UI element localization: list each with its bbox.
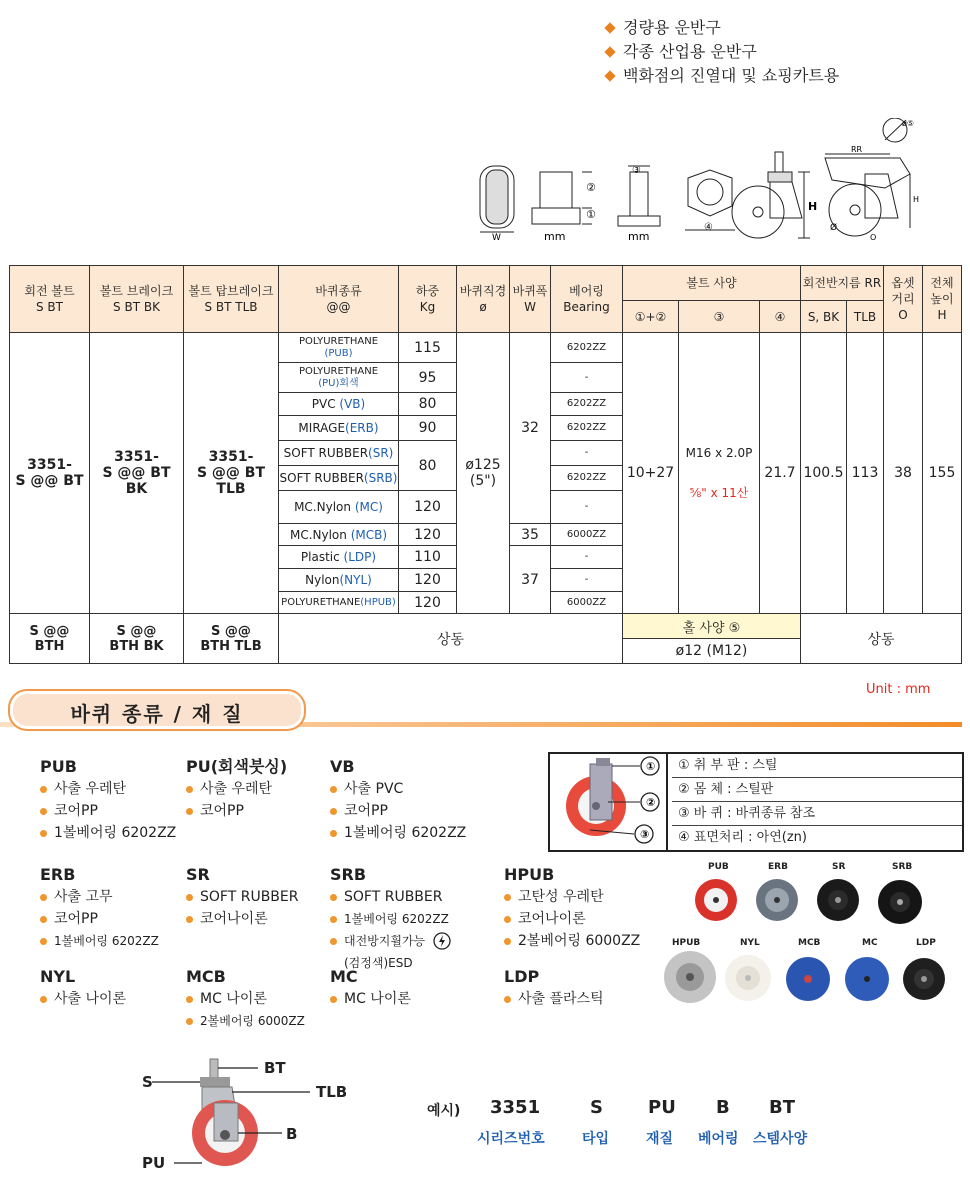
lightning-icon <box>433 932 451 950</box>
section-title: 바퀴 종류 / 재 질 <box>70 702 244 726</box>
usage-item: 각종 산업용 운반구 <box>603 40 839 64</box>
legend-rows <box>672 754 962 850</box>
label-circle-2: ② <box>586 181 596 194</box>
bullet-icon <box>40 786 47 793</box>
wheel-label-mcb: MCB <box>798 938 821 948</box>
wheel-mcb-image <box>786 957 830 1001</box>
parts-legend <box>548 752 964 852</box>
usage-item: 경량용 운반구 <box>603 16 839 40</box>
bolt-b3-value: M16 x 2.0P ⅝" x 11산 <box>679 333 760 614</box>
example-prefix: 예시) <box>427 1103 461 1119</box>
marker-3: ③ <box>640 828 650 841</box>
material-nyl: NYL 사출 나이론 <box>40 967 127 1007</box>
bullet-icon <box>504 916 511 923</box>
table-row-load: 90 <box>399 416 457 441</box>
wheel-width-35: 35 <box>510 524 551 546</box>
same-note: 상동 <box>279 614 623 664</box>
height-value: 155 <box>923 333 962 614</box>
bullet-icon <box>330 894 337 901</box>
label-rr: RR <box>851 145 863 154</box>
wheel-label-pub: PUB <box>708 862 729 872</box>
bullet-icon <box>40 996 47 1003</box>
legend-row: ③ 바 퀴 : 바퀴종류 참조 <box>672 802 962 826</box>
material-pu: PU(회색붓싱) 사출 우레탄 코어PP <box>186 757 288 819</box>
wheel-thumbnails <box>660 860 960 1010</box>
material-mc: MC MC 나이론 <box>330 967 411 1007</box>
bullet-icon <box>186 808 193 815</box>
header-sbk: S, BK <box>801 301 847 333</box>
bullet-icon <box>186 1018 193 1025</box>
label-w: W <box>492 233 501 243</box>
label-o: O <box>870 233 877 242</box>
table-row-bearing: 6202ZZ <box>551 333 623 363</box>
diamond-icon <box>604 22 615 33</box>
bullet-icon <box>330 830 337 837</box>
dimension-diagram <box>470 118 940 246</box>
table-row-load: 120 <box>399 569 457 592</box>
table-row-bearing: - <box>551 546 623 569</box>
bullet-icon <box>40 938 47 945</box>
label-mm: mm <box>628 230 650 243</box>
wheel-diameter: ø125 (5") <box>457 333 510 614</box>
offset-value: 38 <box>884 333 923 614</box>
table-row-type: MC.Nylon (MC) <box>279 491 399 524</box>
table-row-type: POLYURETHANE (PUB) <box>279 333 399 363</box>
header-load: 하중 Kg <box>399 266 457 333</box>
table-row-type: PVC (VB) <box>279 393 399 416</box>
wheel-pub-image <box>695 879 737 921</box>
table-row-load: 80 <box>399 441 457 491</box>
table-row-type: MIRAGE(ERB) <box>279 416 399 441</box>
material-srb: SRB SOFT RUBBER 1볼베어링 6202ZZ 대전방지휠가능 (검정색)ESD <box>330 864 451 974</box>
hole-spec-value: ø12 (M12) <box>623 639 801 664</box>
material-mcb: MCB MC 나이론 2볼베어링 6000ZZ <box>186 967 305 1028</box>
legend-row: ④ 표면처리 : 아연(zn) <box>678 830 807 845</box>
bullet-icon <box>330 916 337 923</box>
marker-2: ② <box>646 796 656 809</box>
label-phi: Ø <box>830 223 838 233</box>
header-offset: 옵셋 거리 O <box>884 266 923 333</box>
table-row-load: 120 <box>399 524 457 546</box>
bullet-icon <box>330 938 337 945</box>
model-bt: 3351- S @@ BT <box>10 333 90 614</box>
label-circle-3: ③ <box>632 165 641 176</box>
bullet-icon <box>504 996 511 1003</box>
bolt-b12-value: 10+27 <box>623 333 679 614</box>
bullet-icon <box>186 996 193 1003</box>
wheel-label-mc: MC <box>862 938 878 948</box>
wheel-srb-image <box>878 880 922 924</box>
wheel-label-sr: SR <box>832 862 846 872</box>
bullet-icon <box>330 786 337 793</box>
usage-list <box>603 16 839 88</box>
material-vb: VB 사출 PVC 코어PP 1볼베어링 6202ZZ <box>330 757 467 841</box>
wheel-sr-image <box>817 879 859 921</box>
marker-1: ① <box>646 760 656 773</box>
wheel-hpub-image <box>664 951 716 1003</box>
wheel-ldp-image <box>903 958 945 1000</box>
header-wheel-type: 바퀴종류 @@ <box>279 266 399 333</box>
header-bolt-brake: 볼트 브레이크 S BT BK <box>90 266 184 333</box>
wheel-width-37: 37 <box>510 546 551 614</box>
hole-spec-label: 홀 사양 ⑤ <box>623 614 801 639</box>
radius-tlb-value: 113 <box>847 333 884 614</box>
header-bolt-top-brake: 볼트 탑브레이크 S BT TLB <box>184 266 279 333</box>
header-diameter: 바퀴직경 ø <box>457 266 510 333</box>
wheel-label-hpub: HPUB <box>672 938 701 948</box>
label-s: S <box>142 1073 153 1091</box>
table-row-load: 115 <box>399 333 457 363</box>
wheel-label-ldp: LDP <box>916 938 936 948</box>
example-name-material: 재질 <box>646 1131 674 1147</box>
header-b3: ③ <box>679 301 760 333</box>
example-name-type: 타입 <box>582 1131 610 1147</box>
table-row-type: POLYURETHANE (PU)회색 <box>279 363 399 393</box>
table-row-load: 120 <box>399 592 457 614</box>
wheel-label-nyl: NYL <box>740 938 760 948</box>
table-row-bearing: - <box>551 363 623 393</box>
header-width: 바퀴폭 W <box>510 266 551 333</box>
same-note: 상동 <box>801 614 962 664</box>
label-circle-5: ø⑤ <box>902 119 915 128</box>
label-tlb: TLB <box>316 1083 348 1101</box>
radius-sbk-value: 100.5 <box>801 333 847 614</box>
table-row-load: 120 <box>399 491 457 524</box>
table-row-load: 80 <box>399 393 457 416</box>
wheel-label-srb: SRB <box>892 862 913 872</box>
example-code-series: 3351 <box>490 1097 541 1118</box>
table-row-bearing: - <box>551 491 623 524</box>
bullet-icon <box>186 916 193 923</box>
diamond-icon <box>604 46 615 57</box>
header-height: 전체 높이 H <box>923 266 962 333</box>
example-code-type: S <box>590 1097 603 1118</box>
header-radius: 회전반지름 RR <box>801 266 884 301</box>
wheel-mc-image <box>845 957 889 1001</box>
label-circle-4: ④ <box>704 222 713 233</box>
label-pu: PU <box>142 1154 166 1172</box>
spec-table <box>9 265 962 664</box>
example-name-bearing: 베어링 <box>698 1131 739 1147</box>
table-row-bearing: - <box>551 569 623 592</box>
model-bt-tlb: 3351- S @@ BT TLB <box>184 333 279 614</box>
table-row-type: Plastic (LDP) <box>279 546 399 569</box>
label-h: H <box>913 195 920 204</box>
table-row-bearing: 6000ZZ <box>551 524 623 546</box>
label-circle-1: ① <box>586 208 596 221</box>
table-row-bearing: 6202ZZ <box>551 393 623 416</box>
bullet-icon <box>330 808 337 815</box>
bullet-icon <box>40 808 47 815</box>
example-code-stem: BT <box>769 1097 795 1118</box>
section-title-pill <box>8 689 306 731</box>
label-mm: mm <box>544 230 566 243</box>
example-name-series: 시리즈번호 <box>477 1131 545 1147</box>
model-bth-bk: S @@ BTH BK <box>90 614 184 664</box>
bullet-icon <box>186 786 193 793</box>
header-bearing: 베어링 Bearing <box>551 266 623 333</box>
bullet-icon <box>504 938 511 945</box>
material-erb: ERB 사출 고무 코어PP 1볼베어링 6202ZZ <box>40 865 159 948</box>
example-name-stem: 스템사양 <box>753 1131 808 1147</box>
caster-parts-image <box>550 754 668 850</box>
material-pub: PUB 사출 우레탄 코어PP 1볼베어링 6202ZZ <box>40 757 177 841</box>
header-b12: ①+② <box>623 301 679 333</box>
material-ldp: LDP 사출 플라스틱 <box>504 967 604 1007</box>
header-b4: ④ <box>760 301 801 333</box>
bullet-icon <box>504 894 511 901</box>
usage-item: 백화점의 진열대 및 쇼핑카트용 <box>603 64 839 88</box>
model-bth: S @@ BTH <box>10 614 90 664</box>
diamond-icon <box>604 70 615 81</box>
material-hpub: HPUB 고탄성 우레탄 코어나이론 2볼베어링 6000ZZ <box>504 865 641 949</box>
example-code-material: PU <box>648 1097 676 1118</box>
table-row-type: SOFT RUBBER(SRB) <box>279 466 399 491</box>
material-sr: SR SOFT RUBBER 코어나이론 <box>186 865 299 927</box>
model-bt-bk: 3351- S @@ BT BK <box>90 333 184 614</box>
header-bolt-spec: 볼트 사양 <box>623 266 801 301</box>
bullet-icon <box>40 916 47 923</box>
legend-row: ② 몸 체 : 스틸판 <box>672 778 962 802</box>
wheel-erb-image <box>756 879 798 921</box>
table-row-load: 95 <box>399 363 457 393</box>
wheel-width-32: 32 <box>510 333 551 524</box>
wheel-label-erb: ERB <box>768 862 788 872</box>
table-row-bearing: - <box>551 441 623 466</box>
header-swivel-bolt: 회전 볼트 S BT <box>10 266 90 333</box>
label-h: H <box>808 200 818 213</box>
table-row-type: POLYURETHANE(HPUB) <box>279 592 399 614</box>
header-tlb: TLB <box>847 301 884 333</box>
model-bth-tlb: S @@ BTH TLB <box>184 614 279 664</box>
table-row-load: 110 <box>399 546 457 569</box>
bullet-icon <box>330 996 337 1003</box>
table-row-type: MC.Nylon (MCB) <box>279 524 399 546</box>
bullet-icon <box>40 830 47 837</box>
wheel-nyl-image <box>725 955 771 1001</box>
bolt-b4-value: 21.7 <box>760 333 801 614</box>
bullet-icon <box>186 894 193 901</box>
table-row-bearing: 6202ZZ <box>551 466 623 491</box>
legend-row: ① 취 부 판 : 스틸 <box>672 754 962 778</box>
label-bt: BT <box>264 1059 286 1077</box>
example-code-bearing: B <box>716 1097 730 1118</box>
caster-illustration <box>140 1055 360 1179</box>
table-row-bearing: 6000ZZ <box>551 592 623 614</box>
unit-note: Unit : mm <box>866 682 931 697</box>
label-b: B <box>286 1125 298 1143</box>
table-row-type: Nylon(NYL) <box>279 569 399 592</box>
table-row-bearing: 6202ZZ <box>551 416 623 441</box>
table-row-type: SOFT RUBBER(SR) <box>279 441 399 466</box>
bullet-icon <box>40 894 47 901</box>
